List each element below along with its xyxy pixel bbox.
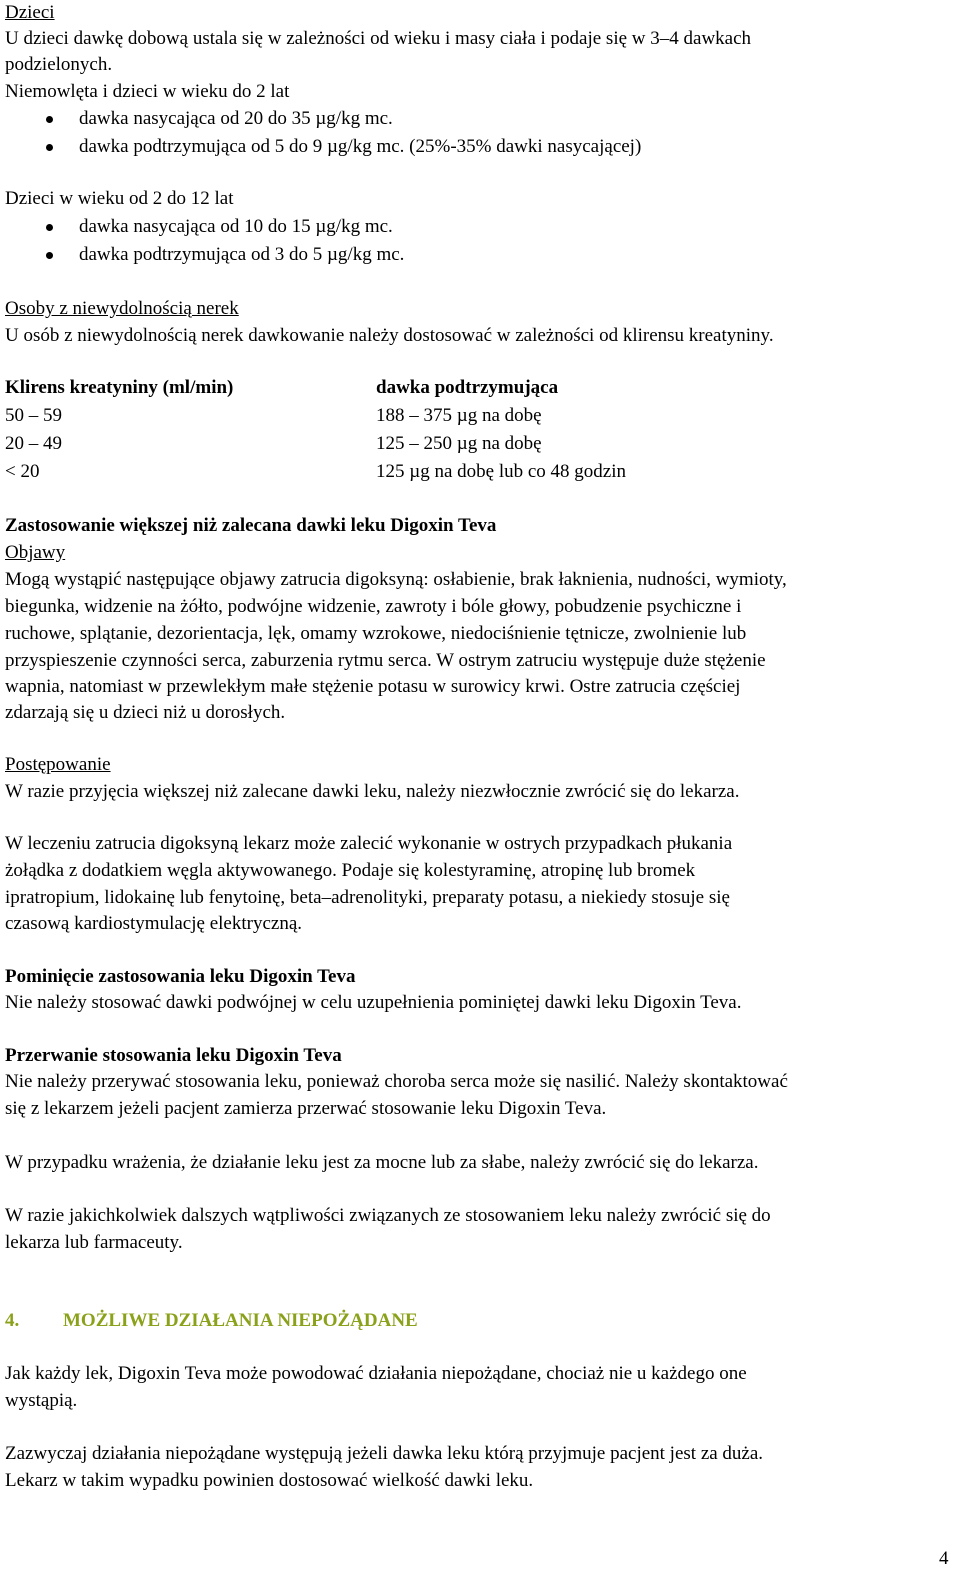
section-usual-line: Lekarz w takim wypadku powinien dostosować wielkość dawki leku.	[5, 1470, 534, 1491]
questions-line: lekarza lub farmaceuty.	[5, 1232, 183, 1253]
section-usual-line: Zazwyczaj działania niepożądane występują jeżeli dawka leku którą przyjmuje pacjent jest za duża.	[5, 1443, 764, 1464]
table-cell-dose: 188 – 375 µg na dobę	[376, 405, 542, 426]
stopping-line: się z lekarzem jeżeli pacjent zamierza przerwać stosowanie leku Digoxin Teva.	[5, 1098, 607, 1119]
management-heading: Postępowanie	[5, 754, 111, 775]
symptoms-line: biegunka, widzenie na żółto, podwójne widzenie, zawroty i bóle głowy, pobudzenie psychiczne i	[5, 596, 742, 617]
children-heading: Dzieci	[5, 2, 55, 23]
list-item-text: dawka nasycająca od 20 do 35 µg/kg mc.	[79, 108, 393, 129]
section-number: 4.	[5, 1310, 20, 1331]
table-cell-dose: 125 – 250 µg na dobę	[376, 433, 542, 454]
questions-line: W razie jakichkolwiek dalszych wątpliwości związanych ze stosowaniem leku należy zwrócić się do	[5, 1205, 771, 1226]
section-intro-line: wystąpią.	[5, 1390, 78, 1411]
bullet-icon	[46, 224, 53, 231]
infants-heading: Niemowlęta i dzieci w wieku do 2 lat	[5, 81, 290, 102]
list-item-text: dawka podtrzymująca od 3 do 5 µg/kg mc.	[79, 244, 405, 265]
effect-text: W przypadku wrażenia, że działanie leku jest za mocne lub za słabe, należy zwrócić się do lekarza.	[5, 1152, 759, 1173]
symptoms-heading: Objawy	[5, 542, 66, 563]
missed-dose-heading: Pominięcie zastosowania leku Digoxin Teva	[5, 966, 356, 987]
older-children-heading: Dzieci w wieku od 2 do 12 lat	[5, 188, 234, 209]
table-cell-clearance: < 20	[5, 461, 40, 482]
renal-text: U osób z niewydolnością nerek dawkowanie należy dostosować w zależności od klirensu kreatyniny.	[5, 325, 774, 346]
overdose-heading: Zastosowanie większej niż zalecana dawki leku Digoxin Teva	[5, 515, 497, 536]
list-item-text: dawka nasycająca od 10 do 15 µg/kg mc.	[79, 216, 393, 237]
table-header-clearance: Klirens kreatyniny (ml/min)	[5, 377, 234, 398]
bullet-icon	[46, 116, 53, 123]
stopping-line: Nie należy przerywać stosowania leku, ponieważ choroba serca może się nasilić. Należy skontaktować	[5, 1071, 788, 1092]
missed-dose-text: Nie należy stosować dawki podwójnej w celu uzupełnienia pominiętej dawki leku Digoxin Teva.	[5, 992, 742, 1013]
stopping-heading: Przerwanie stosowania leku Digoxin Teva	[5, 1045, 342, 1066]
treatment-line: ipratropium, lidokainę lub fenytoinę, beta–adrenolityki, preparaty potasu, a niekiedy stosuje się	[5, 887, 730, 908]
bullet-icon	[46, 252, 53, 259]
symptoms-line: wapnia, natomiast w przewlekłym małe stężenie potasu w surowicy krwi. Ostre zatrucia częściej	[5, 676, 741, 697]
table-cell-clearance: 20 – 49	[5, 433, 62, 454]
symptoms-line: przyspieszenie czynności serca, zaburzenia rytmu serca. W ostrym zatruciu występuje duże stężenie	[5, 650, 766, 671]
symptoms-line: zdarzają się u dzieci niż u dorosłych.	[5, 702, 286, 723]
management-text: W razie przyjęcia większej niż zalecane dawki leku, należy niezwłocznie zwrócić się do lekarza.	[5, 781, 740, 802]
children-intro-line-1: U dzieci dawkę dobową ustala się w zależności od wieku i masy ciała i podaje się w 3–4 dawkach	[5, 28, 752, 49]
treatment-line: W leczeniu zatrucia digoksyną lekarz może zalecić wykonanie w ostrych przypadkach płukania	[5, 833, 733, 854]
table-cell-dose: 125 µg na dobę lub co 48 godzin	[376, 461, 626, 482]
symptoms-line: Mogą wystąpić następujące objawy zatrucia digoksyną: osłabienie, brak łaknienia, nudności, wymioty,	[5, 569, 787, 590]
symptoms-line: ruchowe, splątanie, dezorientacja, lęk, omamy wzrokowe, niedociśnienie tętnicze, zwolnienie lub	[5, 623, 747, 644]
renal-heading: Osoby z niewydolnością nerek	[5, 298, 239, 319]
section-intro-line: Jak każdy lek, Digoxin Teva może powodować działania niepożądane, chociaż nie u każdego one	[5, 1363, 747, 1384]
treatment-line: czasową kardiostymulację elektryczną.	[5, 913, 302, 934]
page-number: 4	[939, 1548, 949, 1569]
treatment-line: żołądka z dodatkiem węgla aktywowanego. Podaje się kolestyraminę, atropinę lub bromek	[5, 860, 696, 881]
children-intro-line-2: podzielonych.	[5, 54, 113, 75]
table-header-dose: dawka podtrzymująca	[376, 377, 559, 398]
list-item-text: dawka podtrzymująca od 5 do 9 µg/kg mc. (25%-35% dawki nasycającej)	[79, 136, 642, 157]
bullet-icon	[46, 144, 53, 151]
table-cell-clearance: 50 – 59	[5, 405, 62, 426]
section-title: MOŻLIWE DZIAŁANIA NIEPOŻĄDANE	[63, 1310, 418, 1331]
